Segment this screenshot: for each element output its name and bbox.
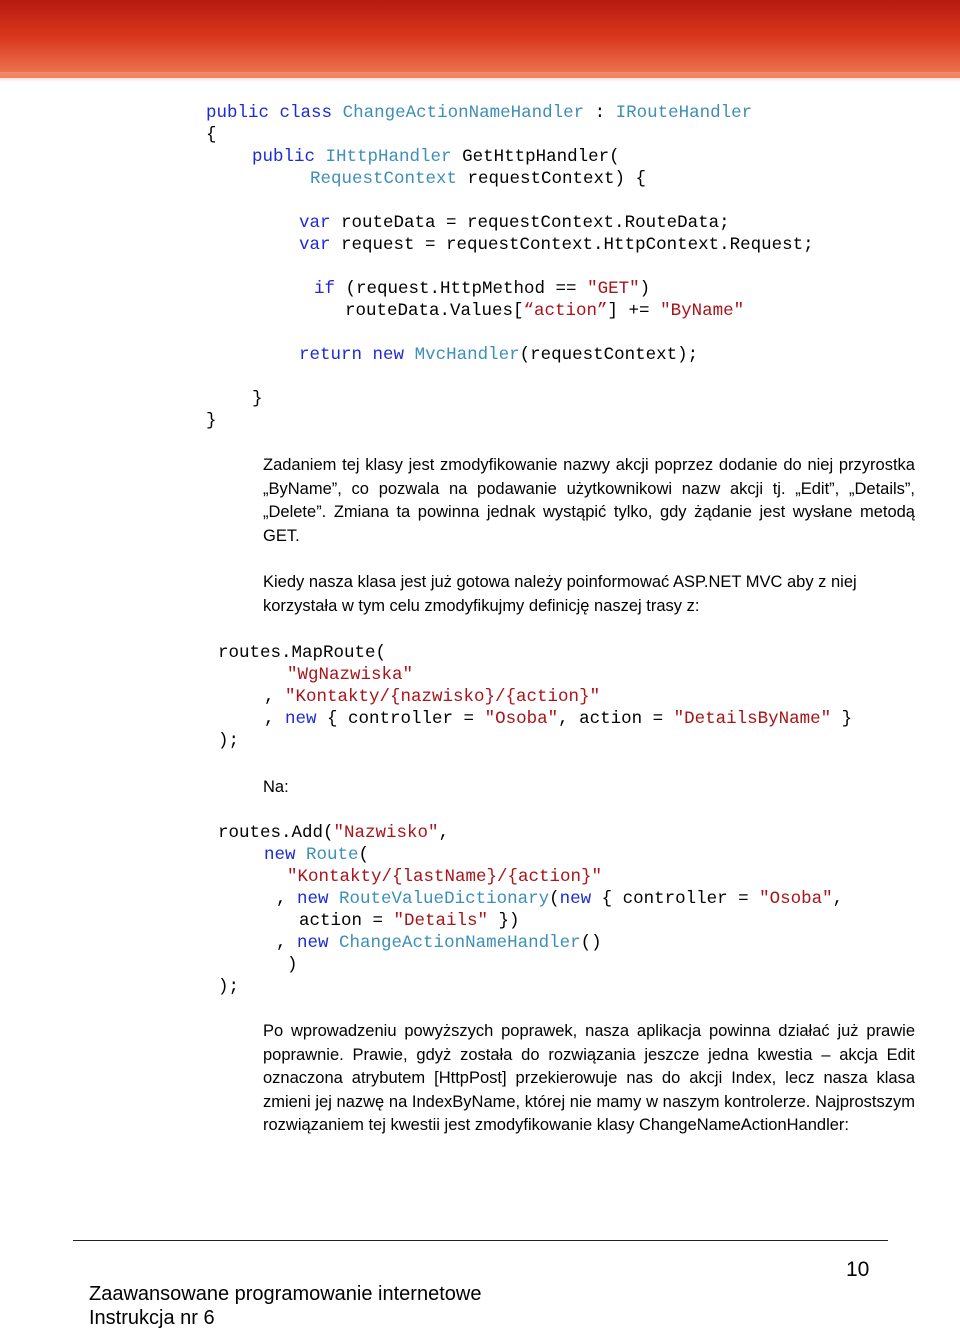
label-na: Na:: [263, 778, 289, 796]
code-line: , new ChangeActionNameHandler(): [276, 933, 602, 953]
code-line: action = "Details" }): [299, 911, 520, 931]
paragraph-conclusion: Po wprowadzeniu powyższych poprawek, nasza aplikacja powinna działać już prawie poprawnie. Prawie, gdyż została do rozwiązania jeszcze jedna kwestia – akcja Edit oznaczona atrybutem [HttpPost] przekierowuje nas do akcji Index, lecz nasza klasa zmieni jej nazwę na IndexByName, której nie mamy w naszym kontrolerze. Najprostszym rozwiązaniem tej kwestii jest zmodyfikowanie klasy ChangeNameActionHandler:: [263, 1022, 915, 1134]
code-line: , "Kontakty/{nazwisko}/{action}": [264, 687, 601, 707]
code-line: "WgNazwiska": [287, 665, 414, 685]
paragraph-description: Zadaniem tej klasy jest zmodyfikowanie nazwy akcji poprzez dodanie do niej przyrostka „ByName”, co pozwala na podawanie użytkownikowi nazw akcji tj. „Edit”, „Details”, „Delete”. Zmiana ta powinna jednak wystąpić tylko, gdy żądanie jest wysłane metodą GET.: [263, 456, 915, 545]
code-line: public IHttpHandler GetHttpHandler(: [252, 147, 620, 167]
code-line: {: [206, 125, 217, 145]
code-line: new Route(: [264, 845, 370, 865]
code-line: , new RouteValueDictionary(new { controller = "Osoba",: [276, 889, 844, 909]
header-banner: [0, 0, 960, 78]
footer-divider: [73, 1240, 888, 1241]
header-banner-fade: [0, 72, 960, 82]
code-line: routes.Add("Nazwisko",: [218, 823, 450, 843]
code-line: "Kontakty/{lastName}/{action}": [287, 867, 603, 887]
code-line: public class ChangeActionNameHandler : IRouteHandler: [206, 103, 753, 123]
code-line: var routeData = requestContext.RouteData;: [299, 213, 730, 233]
footer-instruction-number: Instrukcja nr 6: [89, 1307, 215, 1329]
page-number: 10: [846, 1258, 870, 1281]
code-line: routes.MapRoute(: [218, 643, 387, 663]
paragraph-route-intro: Kiedy nasza klasa jest już gotowa należy poinformować ASP.NET MVC aby z niej korzystała w tym celu zmodyfikujmy definicję naszej trasy z:: [263, 573, 857, 615]
code-line: );: [218, 731, 240, 751]
code-line: routeData.Values[“action”] += "ByName": [345, 301, 745, 321]
code-line: RequestContext requestContext) {: [310, 169, 647, 189]
code-line: }: [206, 411, 217, 431]
code-line: ): [287, 955, 298, 975]
code-line: , new { controller = "Osoba", action = "DetailsByName" }: [264, 709, 853, 729]
code-line: return new MvcHandler(requestContext);: [299, 345, 699, 365]
code-line: }: [252, 389, 263, 409]
footer-course-title: Zaawansowane programowanie internetowe: [89, 1283, 482, 1305]
code-line: if (request.HttpMethod == "GET"): [314, 279, 651, 299]
code-line: );: [218, 977, 240, 997]
code-line: var request = requestContext.HttpContext.Request;: [299, 235, 814, 255]
